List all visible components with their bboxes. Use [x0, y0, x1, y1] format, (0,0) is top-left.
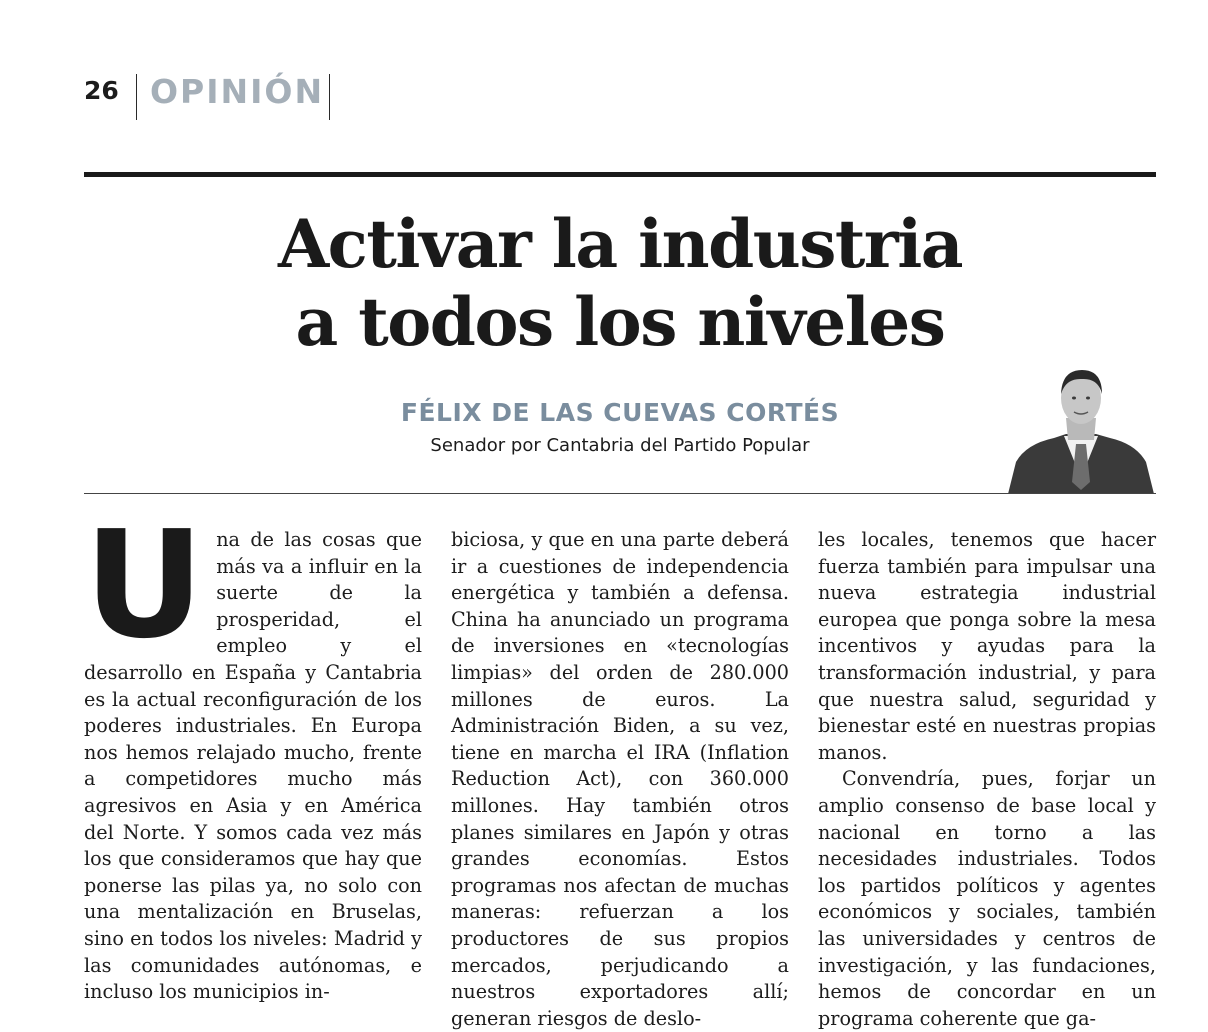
author-role: Senador por Cantabria del Partido Popular — [430, 435, 810, 456]
header-divider-left — [136, 74, 137, 120]
section-label: OPINIÓN — [150, 72, 325, 111]
page-number: 26 — [84, 76, 119, 105]
headline-line-2: a todos los niveles — [295, 283, 945, 361]
column-2 — [451, 527, 789, 1032]
author-name: FÉLIX DE LAS CUEVAS CORTÉS — [400, 398, 840, 427]
column-1 — [84, 499, 422, 1006]
column-2-text: biciosa, y que en una parte deberá ir a cuestiones de independencia energética y también a defensa. China ha anunciado un programa de inversiones en «tecnologías limpias» del orden de 280.000 millones de euros. La Administración Biden, a su vez, tiene en marcha el IRA (Inflation Reduction Act), con 360.000 millones. Hay también otros planes similares en Japón y otras grandes economías. Estos programas nos afectan de muchas maneras: refuerzan a los productores de sus propios mercados, perjudicando a nuestros exportadores allí; generan riesgos de deslo- — [451, 528, 789, 1030]
column-1-text: na de las cosas que más va a influir en la suerte de la prosperidad, el empleo y el desarrollo en España y Cantabria es la actual reconfiguración de los poderes industriales. En Europa nos hemos relajado mucho, frente a competidores mucho más agresivos en Asia y en América del Norte. Y somos cada vez más los que consideramos que hay que ponerse las pilas ya, no solo con una mentalización en Bruselas, sino en todos los niveles: Madrid y las comunidades autónomas, e incluso los municipios in- — [84, 528, 422, 1004]
column-3 — [818, 527, 1156, 1032]
header-divider-right — [329, 74, 330, 120]
column-3-paragraph-1: les locales, tenemos que hacer fuerza también para impulsar una nueva estrategia industrial europea que ponga sobre la mesa incentivos y ayudas para la transformación industrial, y para que nuestra salud, seguridad y bienestar esté en nuestras propias manos. — [818, 528, 1156, 764]
top-rule — [84, 172, 1156, 177]
author-portrait — [1008, 366, 1154, 494]
byline-rule — [84, 493, 1156, 494]
column-3-paragraph-2: Convendría, pues, forjar un amplio consenso de base local y nacional en torno a las necesidades industriales. Todos los partidos políticos y agentes económicos y sociales, también las universidades y centros de investigación, y las fundaciones, hemos de concordar en un programa coherente que ga- — [818, 767, 1156, 1030]
headline-line-1: Activar la industria — [277, 205, 963, 283]
drop-cap: U — [84, 499, 205, 671]
headline — [84, 205, 1156, 361]
